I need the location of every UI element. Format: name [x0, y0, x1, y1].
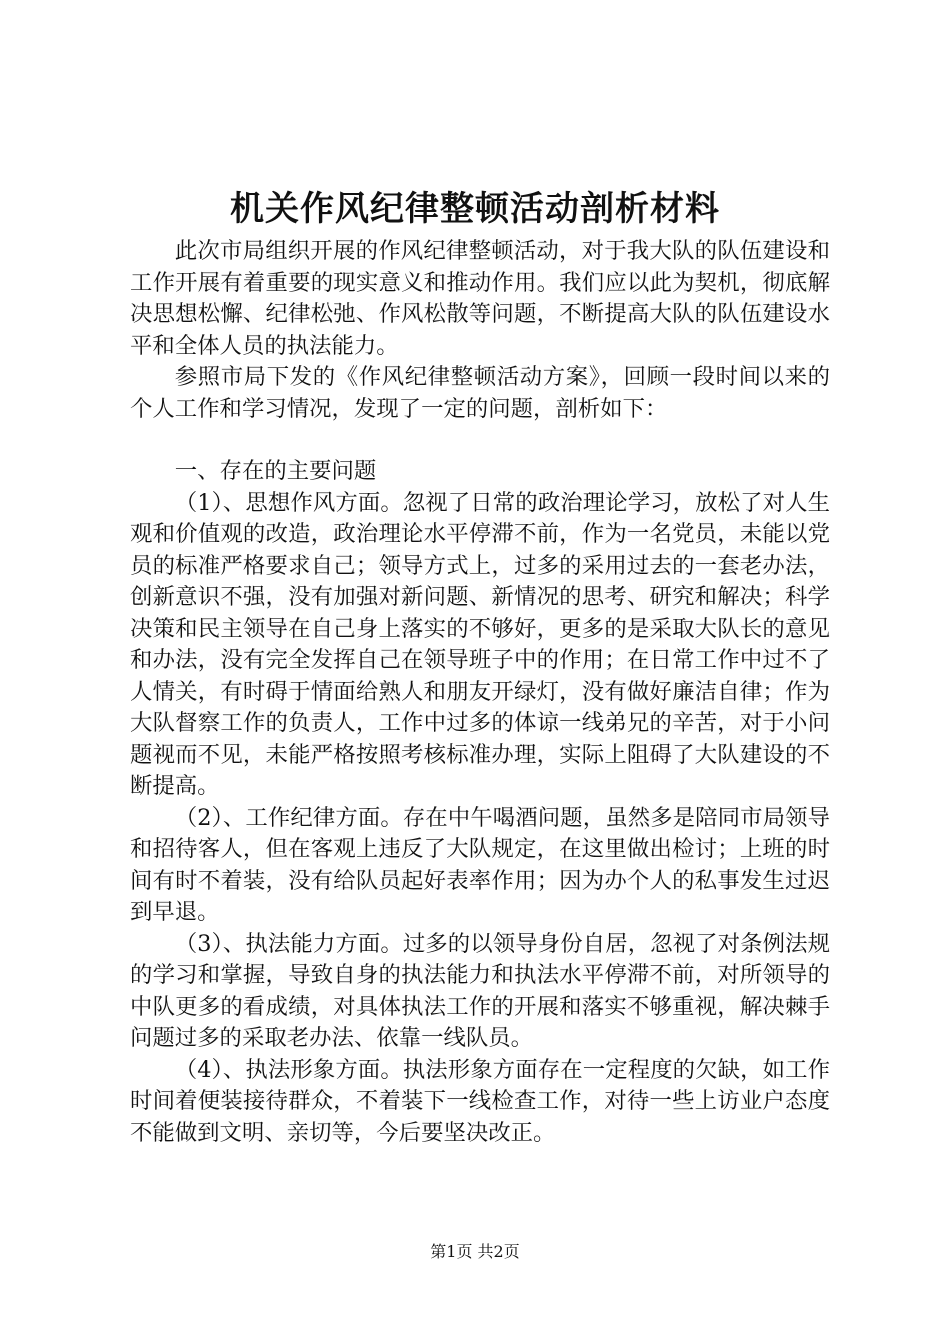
paragraph-item-2: （2）、工作纪律方面。存在中午喝酒问题，虽然多是陪同市局领导和招待客人，但在客观上违反了大队规定，在这里做出检讨；上班的时间有时不着装，没有给队员起好表率作用；因为办个人的私事发生过迟到早退。 — [130, 804, 830, 925]
paragraph-intro: 此次市局组织开展的作风纪律整顿活动，对于我大队的队伍建设和工作开展有着重要的现实意义和推动作用。我们应以此为契机，彻底解决思想松懈、纪律松弛、作风松散等问题，不断提高大队的队伍建设水平和全体人员的执法能力。 — [130, 238, 830, 359]
paragraph-item-4: （4）、执法形象方面。执法形象方面存在一定程度的欠缺，如工作时间着便装接待群众，不着装下一线检查工作，对待一些上访业户态度不能做到文明、亲切等，今后要坚决改正。 — [130, 1056, 830, 1146]
paragraph-item-1: （1）、思想作风方面。忽视了日常的政治理论学习，放松了对人生观和价值观的改造，政治理论水平停滞不前，作为一名党员，未能以党员的标准严格要求自己；领导方式上，过多的采用过去的一套老办法，创新意识不强，没有加强对新问题、新情况的思考、研究和解决；科学决策和民主领导在自己身上落实的不够好，更多的是采取大队长的意见和办法，没有完全发挥自己在领导班子中的作用；在日常工作中过不了人情关，有时碍于情面给熟人和朋友开绿灯，没有做好廉洁自律；作为大队督察工作的负责人，工作中过多的体谅一线弟兄的辛苦，对于小问题视而不见，未能严格按照考核标准办理，实际上阻碍了大队建设的不断提高。 — [130, 489, 830, 799]
paragraph-reference: 参照市局下发的《作风纪律整顿活动方案》，回顾一段时间以来的个人工作和学习情况，发现了一定的问题，剖析如下： — [130, 364, 830, 422]
paragraph-item-3: （3）、执法能力方面。过多的以领导身份自居，忽视了对条例法规的学习和掌握，导致自身的执法能力和执法水平停滞不前，对所领导的中队更多的看成绩，对具体执法工作的开展和落实不够重视，解决棘手问题过多的采取老办法、依靠一线队员。 — [130, 930, 830, 1051]
document-title: 机关作风纪律整顿活动剖析材料 — [230, 189, 720, 229]
document-body — [130, 236, 830, 1149]
page-number-footer: 第1页 共2页 — [430, 1242, 520, 1261]
section-heading-problems: 一、存在的主要问题 — [174, 458, 377, 484]
